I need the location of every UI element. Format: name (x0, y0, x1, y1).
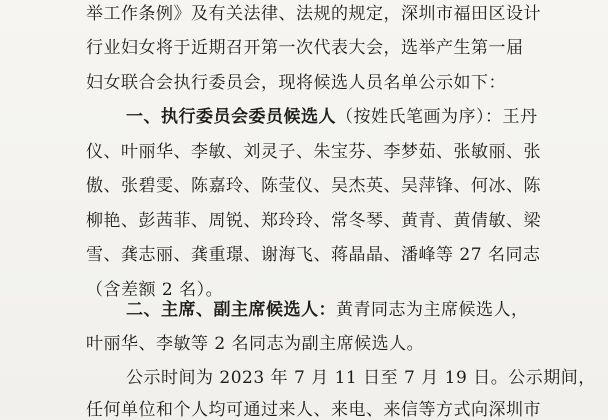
section2-title: 二、主席、副主席候选人： (126, 300, 336, 320)
candidate-line-5: （含差额 2 名）。 (86, 280, 224, 300)
candidate-line-3: 柳艳、彭茜菲、周锐、郑玲玲、常冬琴、黄青、黄倩敏、梁 (86, 211, 541, 231)
intro-line-2: 行业妇女将于近期召开第一次代表大会，选举产生第一届 (86, 38, 524, 58)
candidate-line-1: 仪、叶丽华、李敏、刘灵子、朱宝芬、李梦茹、张敏丽、张 (86, 142, 541, 162)
publicity-line-2: 任何单位和个人均可通过来人、来电、来信等方式向深圳市 (86, 400, 541, 420)
section2-line-2: 叶丽华、李敏等 2 名同志为副主席候选人。 (86, 334, 425, 354)
section1-heading-line (126, 107, 608, 127)
intro-line-1: 举工作条例》及有关法律、法规的规定，深圳市福田区设计 (86, 4, 541, 24)
candidate-line-2: 傲、张碧雯、陈嘉玲、陈莹仪、吴杰英、吴萍锋、何冰、陈 (86, 176, 541, 196)
section1-note: （按姓氏笔画为序）：王丹 (336, 107, 538, 127)
section2-heading-line (126, 300, 608, 320)
section2-text: 黄青同志为主席候选人， (336, 300, 529, 320)
candidate-line-4: 雪、龚志丽、龚重璟、谢海飞、蒋晶晶、潘峰等 27 名同志 (86, 245, 541, 265)
intro-line-3: 妇女联合会执行委员会，现将候选人员名单公示如下： (86, 73, 506, 93)
publicity-line-1: 公示时间为 2023 年 7 月 11 日至 7 月 19 日。公示期间， (126, 368, 596, 388)
section1-title: 一、执行委员会委员候选人 (126, 107, 336, 127)
